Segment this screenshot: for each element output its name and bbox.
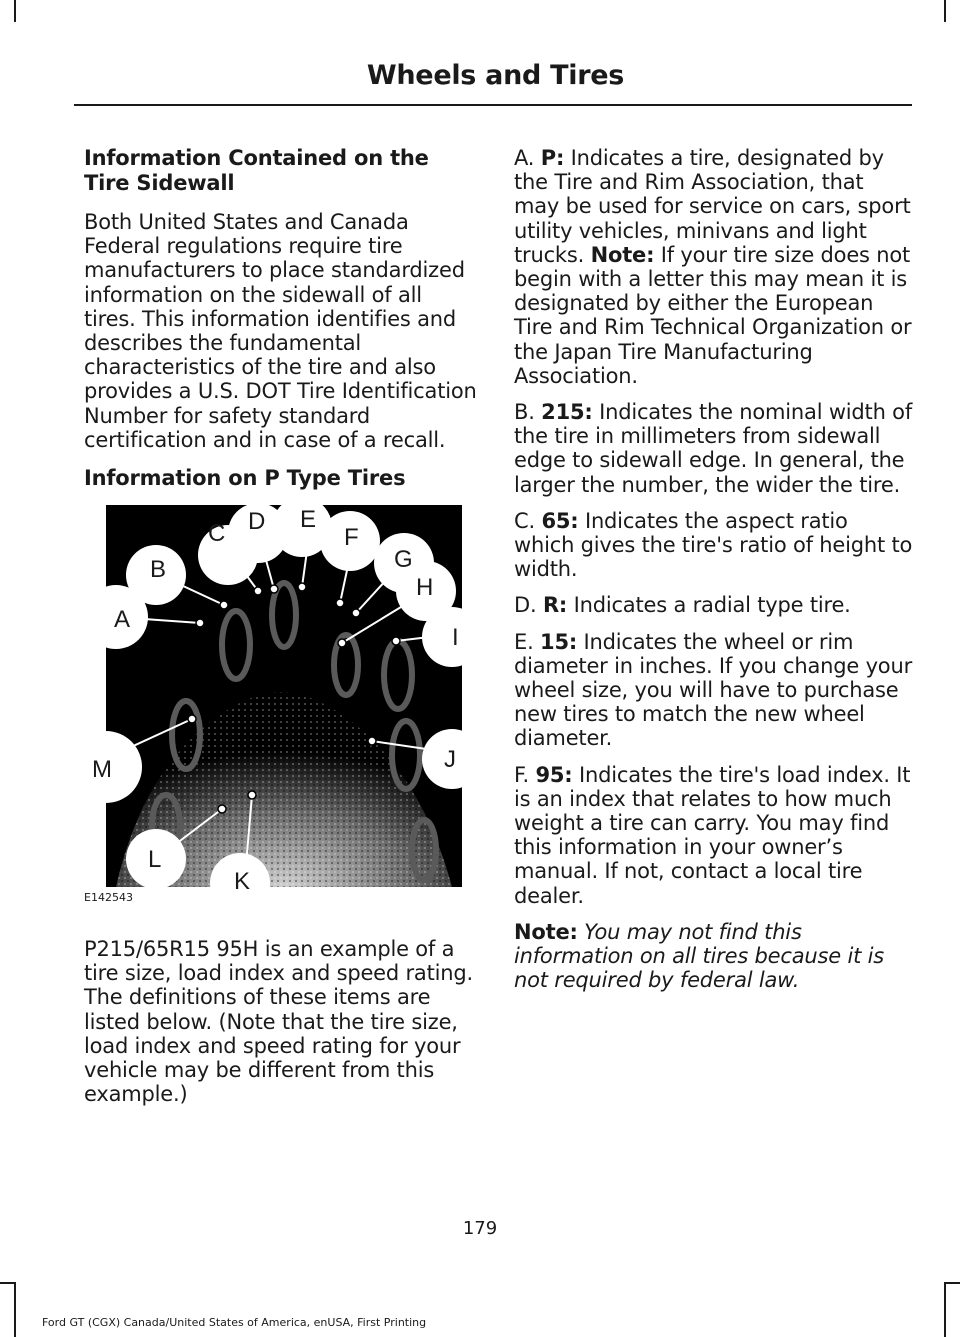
definition-prefix: D. <box>514 593 537 618</box>
definition-prefix: C. <box>514 508 535 533</box>
callout-a: A <box>114 606 131 634</box>
definition-text: Indicates a tire, designated by the Tire and Rim Association, that may be used for service on cars, sport utility vehicles, minivans and light trucks. <box>514 146 911 267</box>
definition-text: Indicates a radial type tire. <box>573 593 851 618</box>
definition-prefix: E. <box>514 629 534 654</box>
callout-c: C <box>208 520 226 548</box>
tire-sidewall-illustration <box>92 505 462 896</box>
definition-prefix: A. <box>514 146 535 170</box>
crop-mark <box>14 1282 16 1337</box>
crop-mark <box>946 1282 960 1284</box>
publication-info: Ford GT (CGX) Canada/United States of America, enUSA, First Printing <box>42 1316 427 1329</box>
definition-b <box>514 400 914 497</box>
definition-f <box>514 763 914 908</box>
definition-term: 65: <box>541 508 579 533</box>
note-text: You may not find this information on all tires because it is not required by federal law. <box>514 919 884 993</box>
definition-prefix: B. <box>514 400 535 425</box>
tire-sidewall-figure <box>84 505 462 915</box>
definition-term: 15: <box>540 629 578 654</box>
page-number: 179 <box>462 1218 498 1239</box>
example-paragraph: P215/65R15 95H is an example of a tire size, load index and speed rating. The definitions of these items are listed below. (Note that the tire size, load index and speed rating for your vehicle may be different from this example.) <box>84 937 473 1107</box>
section-heading-sidewall: Information Contained on the Tire Sidewall <box>84 146 429 195</box>
callout-j: J <box>444 746 456 774</box>
definition-c <box>514 509 914 582</box>
callout-f: F <box>344 524 359 552</box>
definition-term: P: <box>540 146 565 170</box>
definition-text: Indicates the aspect ratio which gives the tire's ratio of height to width. <box>514 508 913 582</box>
note-label: Note: <box>590 242 655 267</box>
definition-text: Indicates the tire's load index. It is an index that relates to how much weight a tire can carry. You may find this information in your owner’s manual. If not, contact a local tire dealer. <box>514 762 911 908</box>
note-label: Note: <box>514 919 578 944</box>
crop-mark <box>14 0 16 22</box>
left-column <box>84 146 479 1118</box>
section-heading-p-type: Information on P Type Tires <box>84 466 406 491</box>
note-text: If your tire size does not begin with a letter this may mean it is designated by either the European Tire and Rim Technical Organization or the Japan Tire Manufacturing Association. <box>514 242 912 388</box>
definition-term: 215: <box>541 400 593 425</box>
definition-term: 95: <box>535 762 573 787</box>
definition-a <box>514 146 914 388</box>
callout-m: M <box>92 756 112 784</box>
callout-d: D <box>248 508 266 536</box>
definition-prefix: F. <box>514 762 529 787</box>
callout-l: L <box>148 846 162 874</box>
definition-term: R: <box>542 593 568 618</box>
callout-g: G <box>394 546 413 574</box>
page-title: Wheels and Tires <box>366 60 624 91</box>
federal-law-note <box>514 920 914 993</box>
callout-e: E <box>300 506 317 534</box>
definition-e <box>514 630 914 751</box>
definition-text: Indicates the wheel or rim diameter in inches. If you change your wheel size, you will have to purchase new tires to match the new wheel diameter. <box>514 629 913 751</box>
callout-h: H <box>416 574 434 602</box>
right-column <box>514 146 914 1005</box>
definition-text: Indicates the nominal width of the tire in millimeters from sidewall edge to sidewall edge. In general, the larger the number, the wider the tire. <box>514 400 913 497</box>
header-rule <box>74 104 912 106</box>
callout-k: K <box>234 868 251 896</box>
callout-i: I <box>452 624 459 652</box>
figure-id: E142543 <box>84 891 133 905</box>
crop-mark <box>944 1282 946 1337</box>
crop-mark <box>0 1282 14 1284</box>
intro-paragraph: Both United States and Canada Federal regulations require tire manufacturers to place standardized information on the sidewall of all tires. This information identifies and describes the fundamental characteristics of the tire and also provides a U.S. DOT Tire Identification Number for safety standard certification and in case of a recall. <box>84 210 477 452</box>
crop-mark <box>944 0 946 22</box>
callout-b: B <box>150 556 167 584</box>
definition-d <box>514 593 914 617</box>
